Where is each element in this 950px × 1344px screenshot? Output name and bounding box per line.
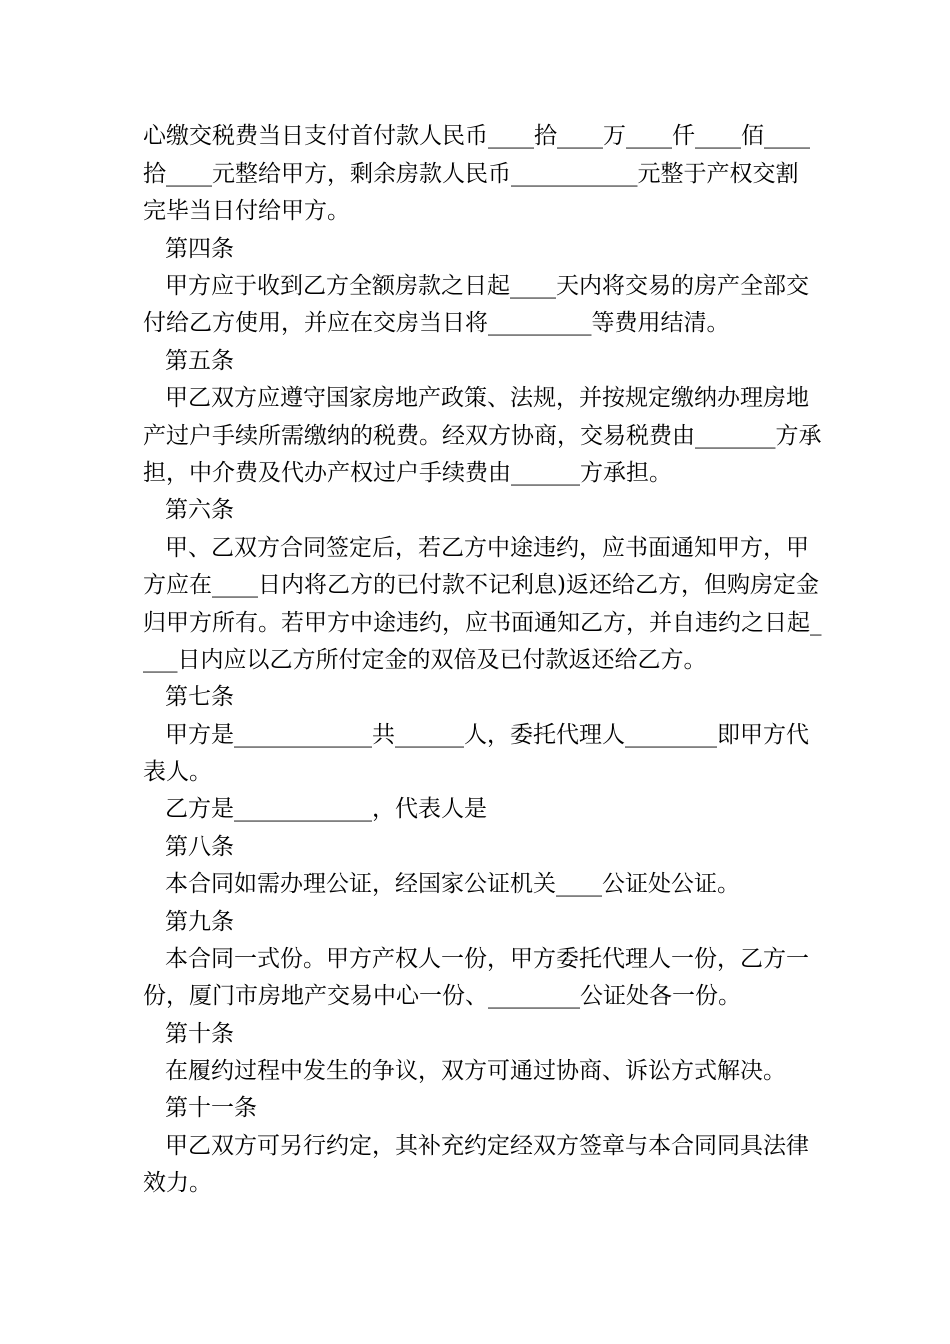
text-line: 甲乙双方应遵守国家房地产政策、法规，并按规定缴纳办理房地	[165, 385, 809, 411]
text-line: 付给乙方使用，并应在交房当日将_________等费用结清。	[143, 310, 730, 336]
text-line: 甲方是____________共______人，委托代理人________即甲方代	[165, 722, 809, 748]
article-heading: 第十一条	[165, 1095, 257, 1121]
text-line: 本合同一式份。甲方产权人一份，甲方委托代理人一份，乙方一	[165, 946, 809, 972]
text-line: 归甲方所有。若甲方中途违约，应书面通知乙方，并自违约之日起_	[143, 610, 822, 636]
text-line: 份，厦门市房地产交易中心一份、________公证处各一份。	[143, 983, 741, 1009]
text-line: 拾____元整给甲方，剩余房款人民币___________元整于产权交割	[143, 161, 799, 187]
article-heading: 第五条	[165, 348, 234, 374]
text-line: 乙方是____________，代表人是	[165, 796, 487, 822]
text-line: 产过户手续所需缴纳的税费。经双方协商，交易税费由_______方承	[143, 423, 822, 449]
article-heading: 第十条	[165, 1021, 234, 1047]
text-line: 在履约过程中发生的争议，双方可通过协商、诉讼方式解决。	[165, 1058, 786, 1084]
text-line: 担，中介费及代办产权过户手续费由______方承担。	[143, 460, 672, 486]
text-line: 完毕当日付给甲方。	[143, 198, 350, 224]
text-line: 本合同如需办理公证，经国家公证机关____公证处公证。	[165, 871, 740, 897]
text-line: 效力。	[143, 1170, 212, 1196]
article-heading: 第四条	[165, 236, 234, 262]
text-line: 心缴交税费当日支付首付款人民币____拾____万____仟____佰____	[143, 123, 810, 149]
text-line: 方应在____日内将乙方的已付款不记利息)返还给乙方，但购房定金	[143, 572, 819, 598]
text-line: 甲方应于收到乙方全额房款之日起____天内将交易的房产全部交	[165, 273, 809, 299]
text-line: ___日内应以乙方所付定金的双倍及已付款返还给乙方。	[143, 647, 707, 673]
text-line: 甲乙双方可另行约定，其补充约定经双方签章与本合同同具法律	[165, 1133, 809, 1159]
article-heading: 第七条	[165, 684, 234, 710]
article-heading: 第九条	[165, 909, 234, 935]
text-line: 表人。	[143, 759, 212, 785]
article-heading: 第六条	[165, 497, 234, 523]
article-heading: 第八条	[165, 834, 234, 860]
text-line: 甲、乙双方合同签定后，若乙方中途违约，应书面通知甲方，甲	[165, 535, 809, 561]
